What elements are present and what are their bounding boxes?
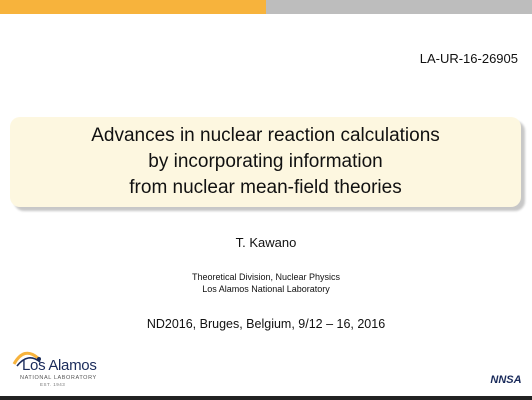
title-line-1: Advances in nuclear reaction calculations [91,125,440,146]
lanl-established: EST. 1943 [40,382,66,387]
author: T. Kawano [235,235,297,250]
footer-rule [0,396,532,400]
header-bar [0,0,532,14]
title-line-3: from nuclear mean-field theories [129,177,402,198]
header-bar-left [0,0,266,14]
lanl-wordmark: Los Alamos [22,357,97,374]
title-line-2: by incorporating information [148,151,383,172]
report-id: LA-UR-16-26905 [419,51,518,66]
header-bar-right [266,0,532,14]
nnsa-logo-text: NNSA [490,374,522,386]
affiliation-division: Theoretical Division, Nuclear Physics [191,272,341,282]
title-box [10,117,521,207]
lanl-subtitle: NATIONAL LABORATORY [20,375,97,381]
conference-info: ND2016, Bruges, Belgium, 9/12 – 16, 2016 [146,317,386,331]
nnsa-logo [486,372,526,386]
affiliation-lab: Los Alamos National Laboratory [202,284,330,294]
